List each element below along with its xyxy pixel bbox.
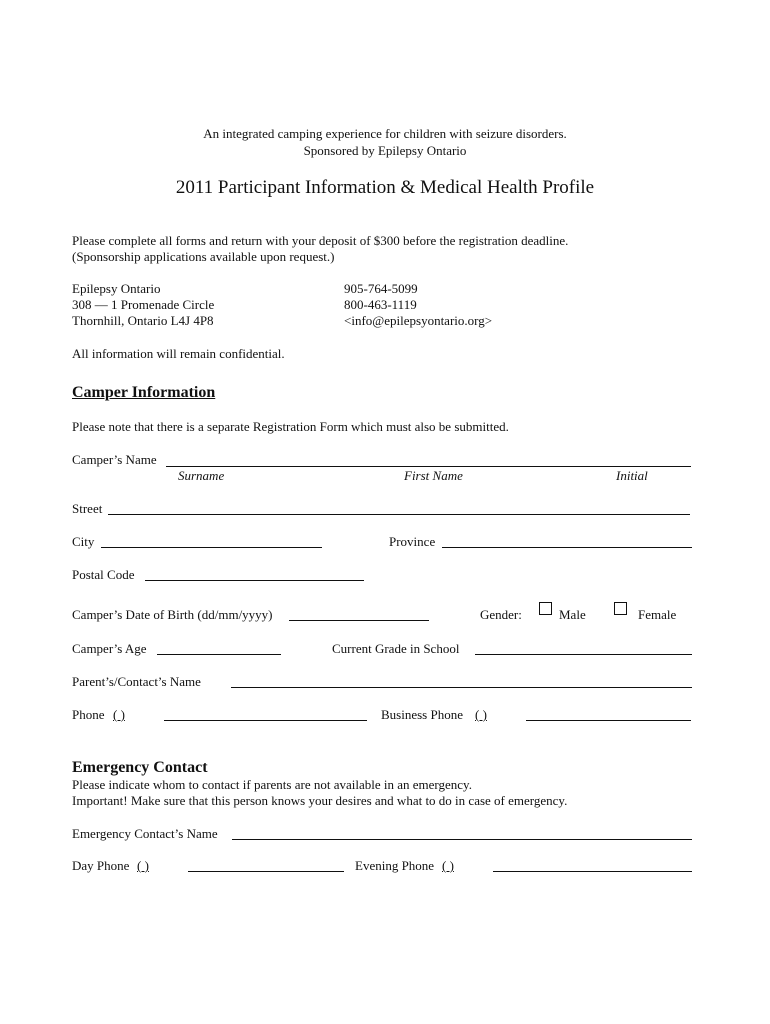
province-field[interactable] [442,547,692,548]
evening-phone-area-code: ( ) [442,858,454,873]
emergency-name-label: Emergency Contact’s Name [72,826,218,841]
province-label: Province [389,534,436,549]
day-phone-label: Day Phone [72,858,130,873]
postal-code-field[interactable] [145,580,364,581]
org-email: <info@epilepsyontario.org> [344,313,493,328]
emergency-name-field[interactable] [232,839,692,840]
business-phone-field[interactable] [526,720,691,721]
grade-field[interactable] [475,654,692,655]
first-name-caption: First Name [404,468,463,483]
org-phone-2: 800-463-1119 [344,297,417,312]
camper-note: Please note that there is a separate Registration Form which must also be submitted. [72,419,509,434]
city-field[interactable] [101,547,322,548]
intro-line-2: (Sponsorship applications available upon request.) [72,249,335,264]
emergency-section-heading: Emergency Contact [72,759,208,776]
camper-section-heading: Camper Information [72,384,216,401]
org-phone-1: 905-764-5099 [344,281,418,296]
dob-label: Camper’s Date of Birth (dd/mm/yyyy) [72,607,273,622]
street-field[interactable] [108,514,690,515]
surname-caption: Surname [178,468,225,483]
initial-caption: Initial [616,468,648,483]
parent-contact-label: Parent’s/Contact’s Name [72,674,201,689]
female-checkbox[interactable] [614,602,627,615]
page-title: 2011 Participant Information & Medical Health Profile [175,177,595,198]
gender-label: Gender: [480,607,522,622]
male-label: Male [559,607,586,622]
tagline: An integrated camping experience for children with seizure disorders. [203,126,567,141]
confidential-note: All information will remain confidential. [72,346,285,361]
day-phone-area-code: ( ) [137,858,149,873]
phone-area-code: ( ) [113,707,125,722]
dob-field[interactable] [289,620,429,621]
org-city: Thornhill, Ontario L4J 4P8 [72,313,214,328]
org-name: Epilepsy Ontario [72,281,161,296]
grade-label: Current Grade in School [332,641,460,656]
city-label: City [72,534,95,549]
emergency-note-2: Important! Make sure that this person knows your desires and what to do in case of emergency. [72,793,568,808]
business-phone-label: Business Phone [381,707,463,722]
parent-contact-field[interactable] [231,687,692,688]
evening-phone-label: Evening Phone [355,858,435,873]
postal-code-label: Postal Code [72,567,135,582]
phone-field[interactable] [164,720,367,721]
male-checkbox[interactable] [539,602,552,615]
sponsor-line: Sponsored by Epilepsy Ontario [303,143,467,158]
camper-name-label: Camper’s Name [72,452,157,467]
business-phone-area-code: ( ) [475,707,487,722]
age-field[interactable] [157,654,281,655]
org-street: 308 — 1 Promenade Circle [72,297,215,312]
evening-phone-field[interactable] [493,871,692,872]
phone-label: Phone [72,707,105,722]
intro-line-1: Please complete all forms and return with your deposit of $300 before the registration deadline. [72,233,569,248]
camper-name-field[interactable] [166,466,691,467]
day-phone-field[interactable] [188,871,344,872]
female-label: Female [638,607,677,622]
age-label: Camper’s Age [72,641,147,656]
emergency-note-1: Please indicate whom to contact if parents are not available in an emergency. [72,777,472,792]
street-label: Street [72,501,103,516]
